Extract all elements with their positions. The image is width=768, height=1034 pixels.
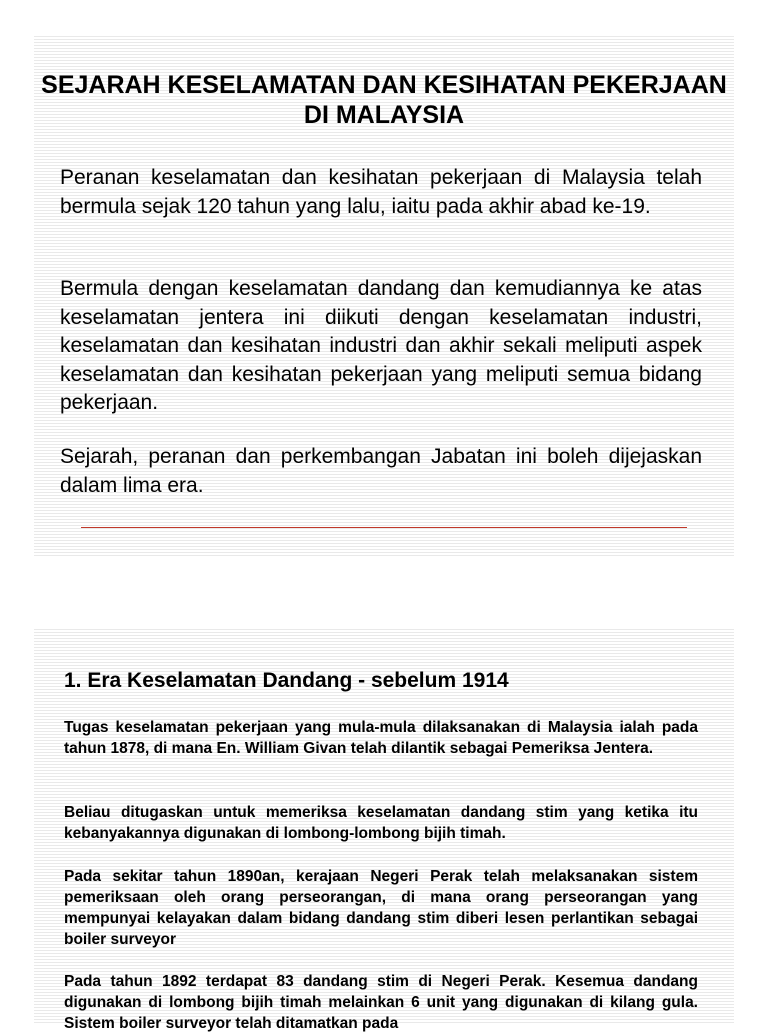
slide-2: [34, 627, 734, 1032]
section-paragraph: Pada sekitar tahun 1890an, kerajaan Negeri Perak telah melaksanakan sistem pemeriksaan oleh orang perseorangan, di mana orang perseorangan yang mempunyai kelayakan dalam bidang dandang stim diberi lesen perlantikan sebagai boiler surveyor: [64, 868, 698, 948]
section-paragraph: Beliau ditugaskan untuk memeriksa keselamatan dandang stim yang ketika itu kebanyakannya digunakan di lombong-lombong bijih timah.: [64, 804, 698, 842]
section-paragraph: Tugas keselamatan pekerjaan yang mula-mula dilaksanakan di Malaysia ialah pada tahun 1878, di mana En. William Givan telah dilantik sebagai Pemeriksa Jentera.: [64, 719, 698, 757]
intro-paragraph: Peranan keselamatan dan kesihatan pekerjaan di Malaysia telah bermula sejak 120 tahun yang lalu, iaitu pada akhir abad ke-19.: [60, 166, 702, 218]
section-heading: 1. Era Keselamatan Dandang - sebelum 1914: [64, 669, 509, 692]
slide-1: [34, 34, 734, 556]
divider-line: [81, 527, 687, 528]
section-paragraph: Pada tahun 1892 terdapat 83 dandang stim di Negeri Perak. Kesemua dandang digunakan di lombong bijih timah melainkan 6 unit yang digunakan di kilang gula. Sistem boiler surveyor telah ditamatkan pada: [64, 973, 698, 1032]
page-title: SEJARAH KESELAMATAN DAN KESIHATAN PEKERJAAN DI MALAYSIA: [41, 71, 727, 129]
scope-paragraph: Bermula dengan keselamatan dandang dan kemudiannya ke atas keselamatan jentera ini diikuti dengan keselamatan industri, keselamatan dan kesihatan industri dan akhir sekali meliputi aspek keselamatan dan kesihatan pekerjaan yang meliputi semua bidang pekerjaan.: [60, 277, 702, 414]
eras-paragraph: Sejarah, peranan dan perkembangan Jabatan ini boleh dijejaskan dalam lima era.: [60, 445, 702, 497]
